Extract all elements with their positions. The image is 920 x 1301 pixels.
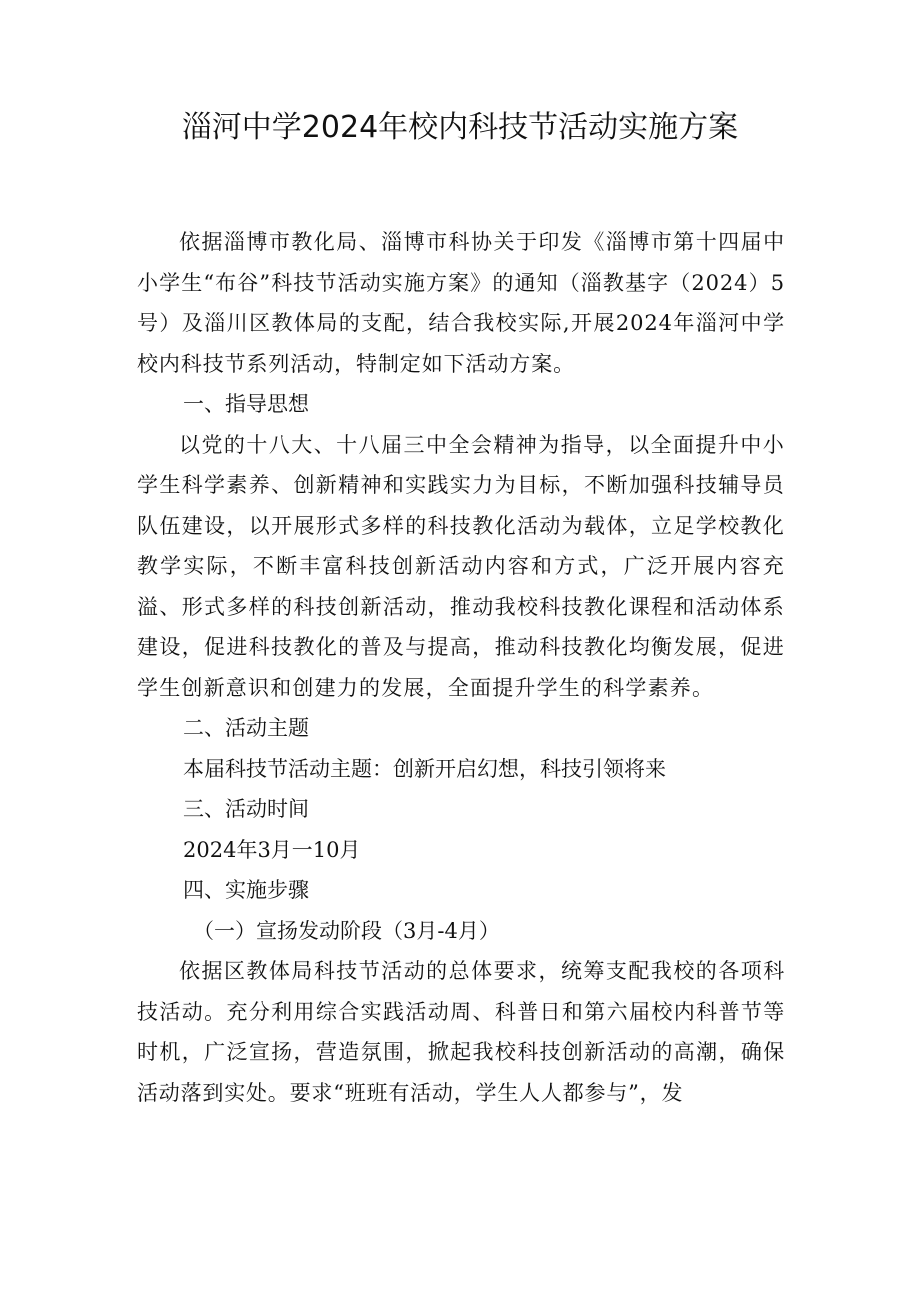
activity-theme-paragraph: 本届科技节活动主题：创新开启幻想，科技引领将来: [183, 756, 666, 781]
section-heading-guiding-ideology: 一、指导思想: [183, 392, 309, 416]
guiding-ideology-paragraph: 以党的十八大、十八届三中全会精神为指导，以全面提升中小学生科学素养、创新精神和实践实力为目标，不断加强科技辅导员队伍建设，以开展形式多样的科技教化活动为载体，立足学校教化教学实际，不断丰富科技创新活动内容和方式，广泛开展内容充溢、形式多样的科技创新活动，推动我校科技教化课程和活动体系建设，促进科技教化的普及与提高，推动科技教化均衡发展，促进学生创新意识和创建力的发展，全面提升学生的科学素养。: [137, 432, 785, 700]
section-heading-implementation-steps: 四、实施步骤: [183, 878, 309, 902]
publicity-stage-paragraph: 依据区教体局科技节活动的总体要求，统筹支配我校的各项科技活动。充分利用综合实践活动周、科普日和第六届校内科普节等时机，广泛宣扬，营造氛围，掀起我校科技创新活动的高潮，确保活动落到实处。要求“班班有活动，学生人人都参与”，发: [137, 959, 785, 1105]
section-heading-activity-time: 三、活动时间: [183, 797, 309, 821]
document-body: [137, 222, 785, 1113]
section-heading-activity-theme: 二、活动主题: [183, 716, 309, 740]
activity-time-paragraph: 2024年3月一10月: [183, 837, 361, 862]
step-heading-publicity-stage: （一）宣扬发动阶段（3月-4月）: [193, 918, 500, 943]
intro-paragraph: 依据淄博市教化局、淄博市科协关于印发《淄博市第十四届中小学生“布谷”科技节活动实施方案》的通知（淄教基字（2024）5号）及淄川区教体局的支配，结合我校实际,开展2024年淄河中学校内科技节系列活动，特制定如下活动方案。: [137, 230, 785, 376]
document-title: 淄河中学2024年校内科技节活动实施方案: [181, 110, 739, 145]
